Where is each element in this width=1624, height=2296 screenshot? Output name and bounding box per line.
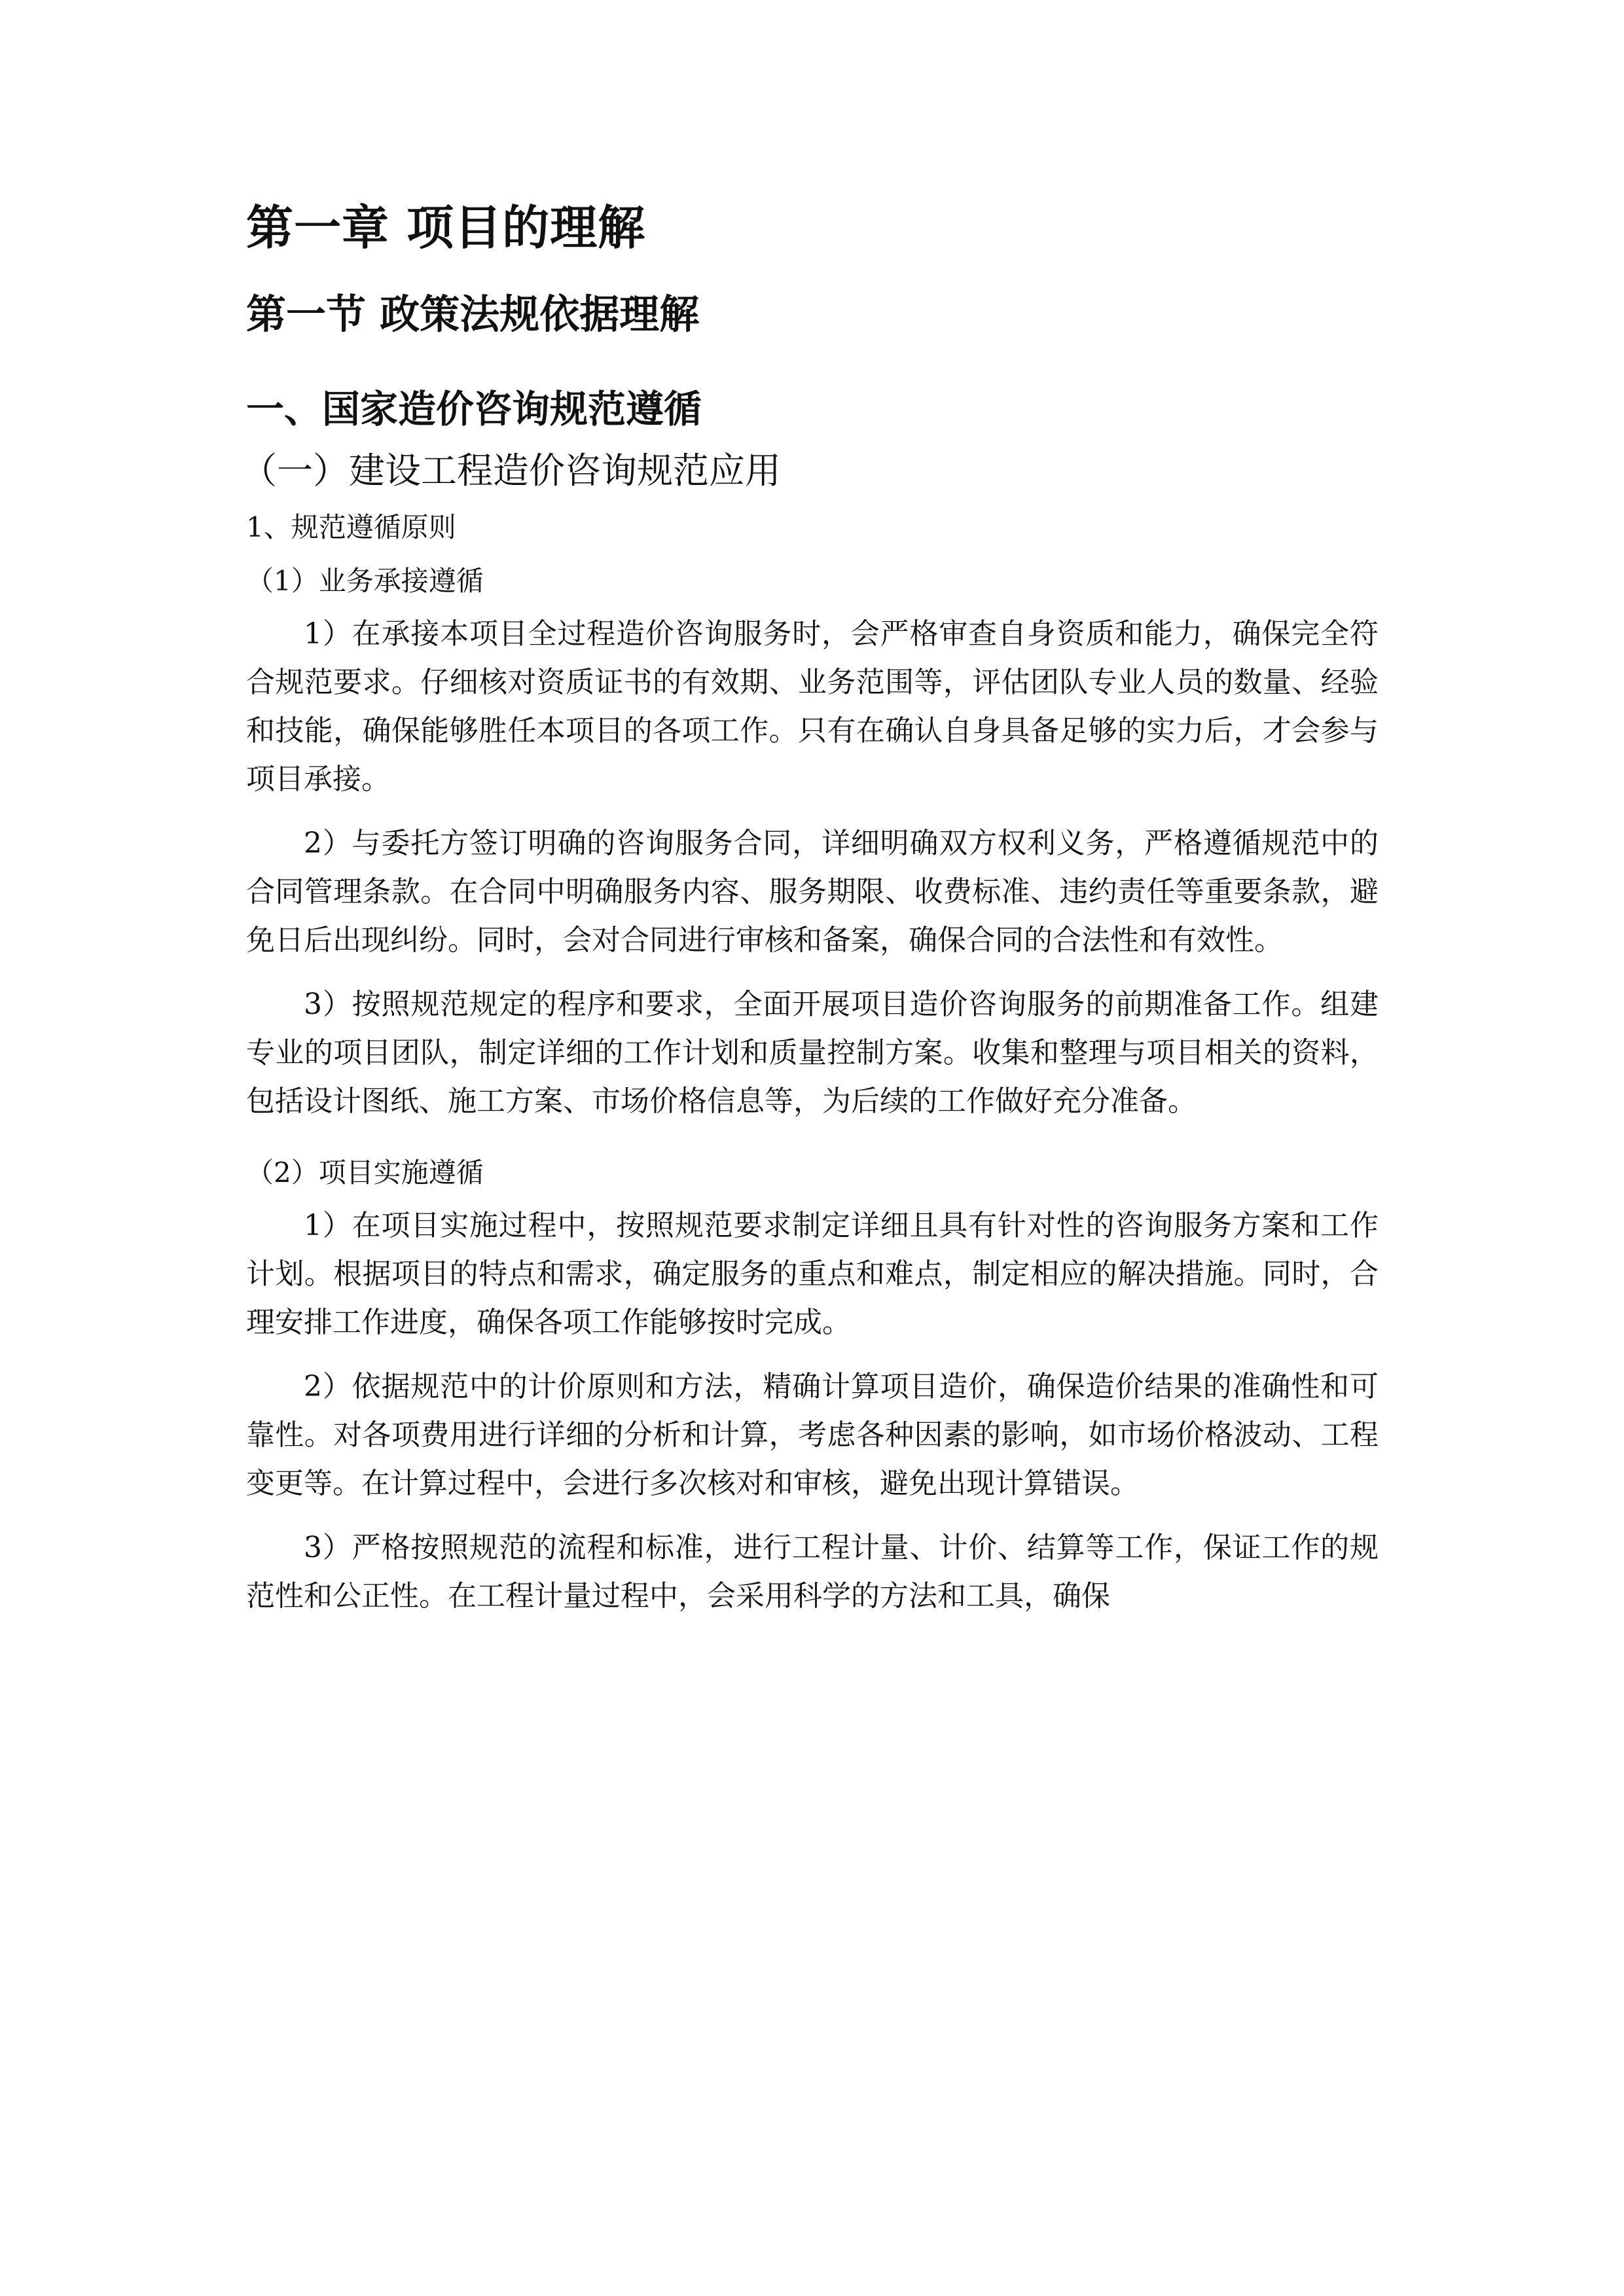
block-project-implementation — [246, 1153, 1379, 1621]
subsection-heading-1: （一）建设工程造价咨询规范应用 — [241, 450, 782, 492]
block-business-acceptance — [246, 562, 1379, 1126]
document-body — [241, 196, 1379, 1636]
section-title: 第一节 政策法规依据理解 — [246, 291, 700, 338]
chapter-title: 第一章 项目的理解 — [246, 200, 646, 255]
subsection-title: 一、国家造价咨询规范遵循 — [246, 387, 702, 431]
block-heading: （2）项目实施遵循 — [246, 1157, 484, 1189]
paragraph: 1）在项目实施过程中，按照规范要求制定详细且具有针对性的咨询服务方案和工作计划。根据项目的特点和需求，确定服务的重点和难点，制定相应的解决措施。同时，合理安排工作进度，确保各项工作能够按时完成。 — [246, 1209, 1379, 1339]
paragraph: 3）严格按照规范的流程和标准，进行工程计量、计价、结算等工作，保证工作的规范性和公正性。在工程计量过程中，会采用科学的方法和工具，确保 — [246, 1531, 1379, 1613]
paragraph: 2）与委托方签订明确的咨询服务合同，详细明确双方权利义务，严格遵循规范中的合同管理条款。在合同中明确服务内容、服务期限、收费标准、违约责任等重要条款，避免日后出现纠纷。同时，会对合同进行审核和备案，确保合同的合法性和有效性。 — [246, 827, 1379, 957]
block-heading: （1）业务承接遵循 — [246, 565, 484, 597]
paragraph: 2）依据规范中的计价原则和方法，精确计算项目造价，确保造价结果的准确性和可靠性。对各项费用进行详细的分析和计算，考虑各种因素的影响，如市场价格波动、工程变更等。在计算过程中，会进行多次核对和审核，避免出现计算错误。 — [246, 1370, 1379, 1500]
spacer — [246, 1141, 1379, 1153]
paragraph: 3）按照规范规定的程序和要求，全面开展项目造价咨询服务的前期准备工作。组建专业的项目团队，制定详细的工作计划和质量控制方案。收集和整理与项目相关的资料，包括设计图纸、施工方案、市场价格信息等，为后续的工作做好充分准备。 — [246, 988, 1379, 1118]
paragraph: 1）在承接本项目全过程造价咨询服务时，会严格审查自身资质和能力，确保完全符合规范要求。仔细核对资质证书的有效期、业务范围等，评估团队专业人员的数量、经验和技能，确保能够胜任本项目的各项工作。只有在确认自身具备足够的实力后，才会参与项目承接。 — [246, 617, 1379, 796]
principle-heading: 1、规范遵循原则 — [246, 511, 456, 543]
